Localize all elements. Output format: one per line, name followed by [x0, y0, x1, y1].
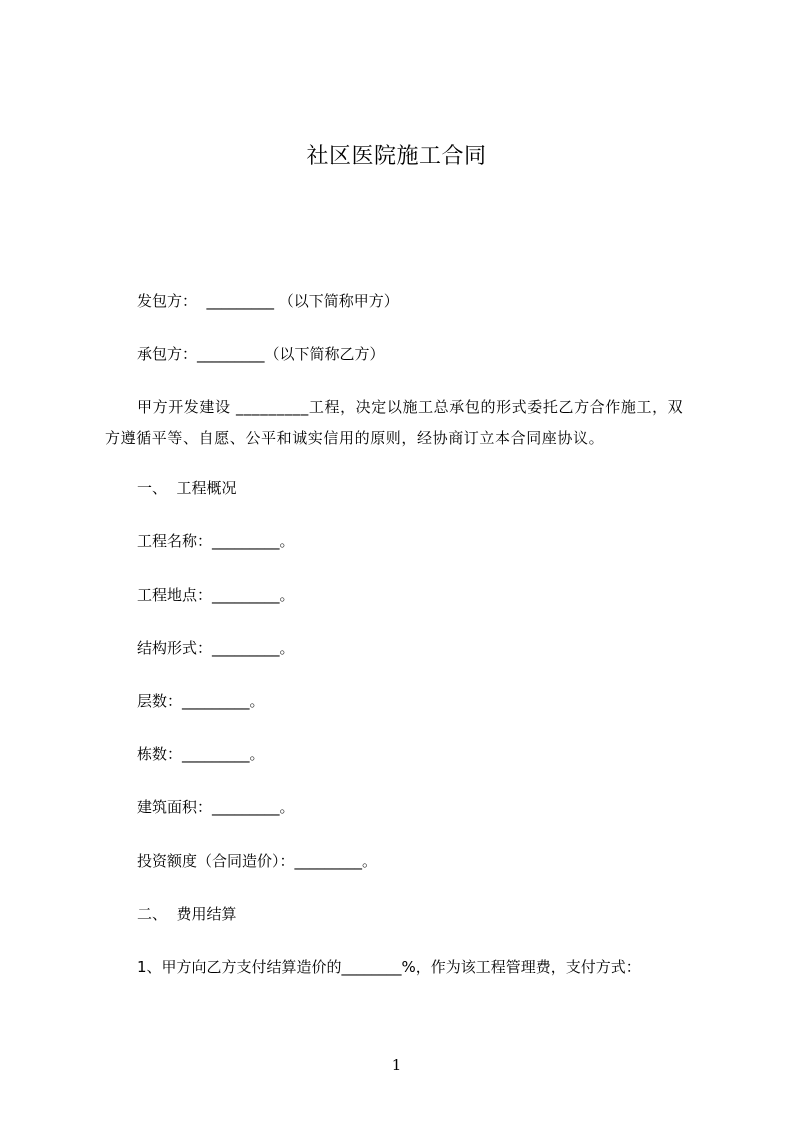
project-name-line: 工程名称：_________。 [137, 532, 295, 550]
contract-title: 社区医院施工合同 [306, 144, 487, 169]
party-a-line: 发包方： _________ （以下简称甲方） [137, 292, 399, 310]
section-1-heading: 一、 工程概况 [137, 479, 237, 497]
floor-area-line: 建筑面积：_________。 [137, 798, 295, 816]
party-b-line: 承包方：_________（以下简称乙方） [137, 345, 385, 363]
structure-type-line: 结构形式：_________。 [137, 639, 295, 657]
section-2-heading: 二、 费用结算 [137, 905, 237, 923]
intro-paragraph: 甲方开发建设 _________工程，决定以施工总承包的形式委托乙方合作施工，双方遵循平等、自愿、公平和诚实信用的原则，经协商订立本合同座协议。 [105, 398, 684, 447]
page-number: 1 [391, 1056, 402, 1074]
fee-settlement-line: 1、甲方向乙方支付结算造价的________%，作为该工程管理费，支付方式： [137, 958, 641, 976]
investment-line: 投资额度（合同造价）：_________。 [137, 852, 378, 870]
project-location-line: 工程地点：_________。 [137, 586, 295, 604]
buildings-line: 栋数：_________。 [137, 745, 265, 763]
floors-line: 层数：_________。 [137, 692, 265, 710]
